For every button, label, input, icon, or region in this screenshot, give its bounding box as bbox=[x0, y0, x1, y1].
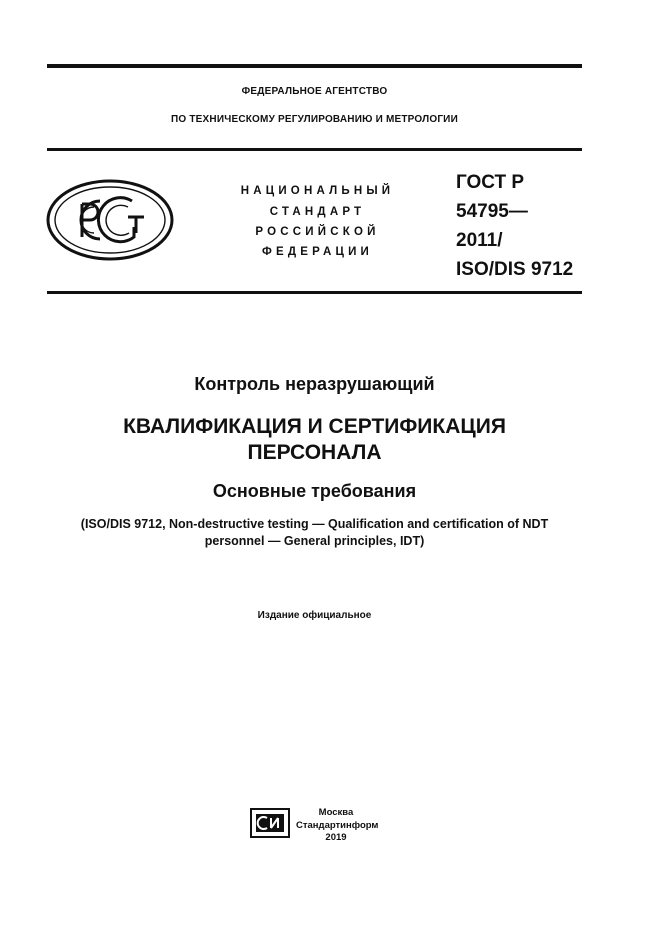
standard-designation bbox=[456, 168, 596, 284]
designation-line-3: 2011/ bbox=[456, 230, 503, 251]
agency-line-2: ПО ТЕХНИЧЕСКОМУ РЕГУЛИРОВАНИЮ И МЕТРОЛОГИИ bbox=[171, 114, 458, 125]
designation-line-4: ISO/DIS 9712 bbox=[456, 259, 574, 280]
edition-label: Издание официальное bbox=[257, 610, 372, 621]
title-line-1: КВАЛИФИКАЦИЯ И СЕРТИФИКАЦИЯ bbox=[123, 415, 506, 438]
agency-bottom-rule bbox=[47, 148, 582, 151]
designation-line-2: 54795— bbox=[456, 201, 528, 222]
publisher-info bbox=[296, 807, 379, 845]
header-bottom-rule bbox=[47, 291, 582, 294]
document-subtitle: Контроль неразрушающий bbox=[194, 374, 435, 394]
national-line-3: РОССИЙСКОЙ bbox=[255, 226, 380, 238]
iso-reference bbox=[47, 516, 582, 550]
requirements-heading: Основные требования bbox=[212, 481, 417, 501]
designation-line-1: ГОСТ Р bbox=[456, 172, 525, 193]
publisher-year: 2019 bbox=[325, 832, 347, 843]
iso-line-1: (ISO/DIS 9712, Non-destructive testing — Qualification and certification of NDT bbox=[80, 517, 549, 531]
national-line-1: НАЦИОНАЛЬНЫЙ bbox=[240, 185, 395, 197]
document-title bbox=[47, 414, 582, 466]
agency-line-1: ФЕДЕРАЛЬНОЕ АГЕНТСТВО bbox=[241, 86, 388, 97]
standartinform-logo-icon bbox=[250, 808, 290, 838]
publisher-name: Стандартинформ bbox=[296, 819, 379, 831]
rst-certification-logo-icon bbox=[44, 177, 176, 263]
national-line-4: ФЕДЕРАЦИИ bbox=[261, 246, 374, 258]
publisher-city: Москва bbox=[318, 807, 354, 818]
national-line-2: СТАНДАРТ bbox=[269, 206, 366, 218]
title-line-2: ПЕРСОНАЛА bbox=[247, 441, 382, 464]
top-rule bbox=[47, 64, 582, 68]
iso-line-2: personnel — General principles, IDT) bbox=[204, 534, 425, 548]
